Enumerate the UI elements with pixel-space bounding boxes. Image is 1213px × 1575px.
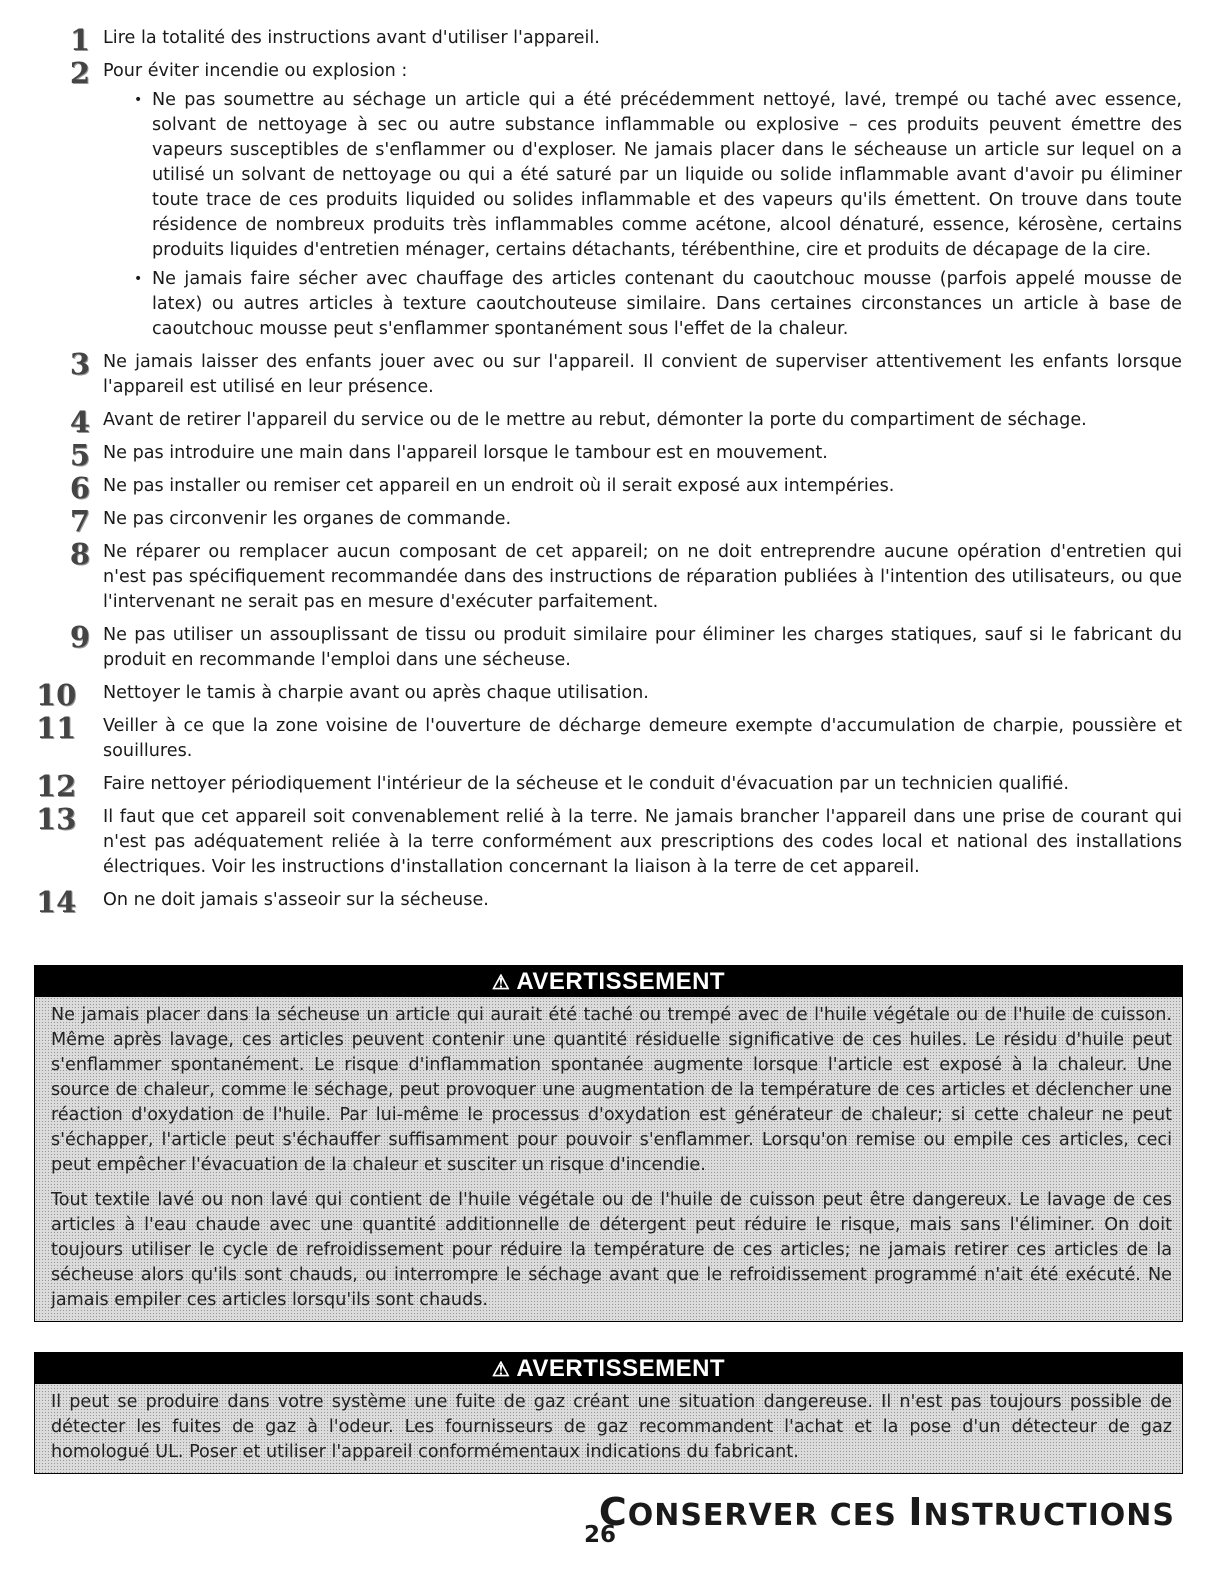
instruction-item: [36, 56, 1182, 342]
instruction-item: [36, 471, 1182, 505]
instruction-item: [36, 678, 1182, 712]
item-number: 6: [69, 471, 90, 505]
footer-title-initial: I: [908, 1490, 924, 1534]
gas-leak-warning-box: [34, 1352, 1183, 1474]
instruction-item: [36, 438, 1182, 472]
warning-body: [35, 997, 1182, 1321]
warning-header: [35, 1353, 1182, 1384]
item-text: Veiller à ce que la zone voisine de l'ouverture de décharge demeure exempte d'accumulation de charpie, poussière et souillures.: [103, 716, 1182, 761]
instruction-item: [36, 885, 1182, 919]
bullet-text: Ne jamais faire sécher avec chauffage des articles contenant du caoutchouc mousse (parfois appelé mousse de latex) ou autres articles à texture caoutchouteuse similaire. Dans certaines circonstances un article à base de caoutchouc mousse peut s'enflammer spontanément sous l'effet de la chaleur.: [152, 269, 1182, 339]
item-number: 1: [69, 23, 90, 57]
item-text: Ne pas installer ou remiser cet appareil en un endroit où il serait exposé aux intempéries.: [103, 476, 895, 496]
warning-triangle-icon: ⚠: [491, 1359, 511, 1381]
instruction-item: [36, 504, 1182, 538]
item-text: Pour éviter incendie ou explosion :: [103, 61, 408, 81]
item-number: 2: [69, 56, 90, 90]
bullet-item: [103, 267, 1182, 342]
bullet-icon: •: [134, 92, 143, 108]
instruction-item: [36, 620, 1182, 673]
warning-title: AVERTISSEMENT: [516, 1355, 726, 1382]
item-text: Ne réparer ou remplacer aucun composant de cet appareil; on ne doit entreprendre aucune opération d'entretien qui n'est pas spécifiquement recommandée dans des instructions de réparation publiées à l'intention des utilisateurs, ou que l'intervenant ne serait pas en mesure d'exécuter parfaitement.: [103, 542, 1182, 612]
item-number: 14: [36, 885, 77, 919]
warning-triangle-icon: ⚠: [491, 972, 511, 994]
warning-title: AVERTISSEMENT: [516, 968, 726, 995]
item-number: 13: [36, 802, 77, 836]
item-number: 4: [69, 405, 90, 439]
footer-title: [599, 1490, 1175, 1534]
item-text: Ne pas utiliser un assouplissant de tissu ou produit similaire pour éliminer les charges statiques, sauf si le fabricant du produit en recommande l'emploi dans une sécheuse.: [103, 625, 1182, 670]
item-text: Nettoyer le tamis à charpie avant ou après chaque utilisation.: [103, 683, 649, 703]
item-text: Lire la totalité des instructions avant d'utiliser l'appareil.: [103, 28, 600, 48]
item-number: 3: [69, 347, 90, 381]
footer-title-initial: C: [598, 1490, 628, 1534]
safety-instructions-list: [36, 23, 1182, 921]
item-number: 12: [36, 769, 77, 803]
item-number: 9: [69, 620, 90, 654]
item-text: Faire nettoyer périodiquement l'intérieur de la sécheuse et le conduit d'évacuation par un technicien qualifié.: [103, 774, 1069, 794]
item-number: 11: [36, 711, 77, 745]
instruction-item: [36, 802, 1182, 880]
instruction-item: [36, 769, 1182, 803]
instruction-item: [36, 711, 1182, 764]
item-number: 5: [69, 438, 90, 472]
item-text: Ne jamais laisser des enfants jouer avec ou sur l'appareil. Il convient de superviser attentivement les enfants lorsque l'appareil est utilisé en leur présence.: [103, 352, 1182, 397]
oil-fire-warning-box: [34, 965, 1183, 1322]
instruction-item: [36, 405, 1182, 439]
item-text: On ne doit jamais s'asseoir sur la sécheuse.: [103, 890, 489, 910]
item-text: Ne pas circonvenir les organes de commande.: [103, 509, 512, 529]
item-number: 7: [69, 504, 90, 538]
item-number: 8: [69, 537, 90, 571]
footer-title-word: NSTRUCTIONS: [923, 1498, 1175, 1533]
footer-title-word: ONSERVER: [627, 1498, 819, 1533]
page-number: 26: [584, 1522, 617, 1548]
warning-paragraph: Il peut se produire dans votre système une fuite de gaz créant une situation dangereuse. Il n'est pas toujours possible de détecter les fuites de gaz à l'odeur. Les fournisseurs de gaz recommandent l'achat et la pose d'un détecteur de gaz homologué UL. Poser et utiliser l'appareil conformémentaux indications du fabricant.: [51, 1392, 1172, 1462]
item-text: Ne pas introduire une main dans l'appareil lorsque le tambour est en mouvement.: [103, 443, 828, 463]
item-text: Avant de retirer l'appareil du service ou de le mettre au rebut, démonter la porte du compartiment de séchage.: [103, 410, 1087, 430]
bullet-text: Ne pas soumettre au séchage un article qui a été précédemment nettoyé, lavé, trempé ou taché avec essence, solvant de nettoyage à sec ou autre substance inflammable ou explosive – ces produits peuvent émettre des vapeurs susceptibles de s'enflammer ou d'exploser. Ne jamais placer dans le sécheause un article sur lequel on a utilisé un solvant de nettoyage ou qui a été saturé par un liquide ou solide inflammable avant d'avoir pu éliminer toute trace de ces produits liquided ou solides inflammable et des vapeurs qu'ils émettent. On trouve dans toute résidence de nombreux produits très inflammables comme acétone, alcool dénaturé, essence, kérosène, certains produits liquides d'entretien ménager, certains détachants, térébenthine, cire et produits de décapage de la cire.: [152, 90, 1182, 260]
instruction-item: [36, 537, 1182, 615]
item-number: 10: [36, 678, 77, 712]
bullet-item: [103, 88, 1182, 263]
bullet-icon: •: [134, 271, 143, 287]
page-footer: [0, 1490, 1213, 1550]
warning-body: [35, 1384, 1182, 1473]
warning-paragraph: Tout textile lavé ou non lavé qui contient de l'huile végétale ou de l'huile de cuisson peut être dangereux. Le lavage de ces articles à l'eau chaude avec une quantité additionnelle de détergent peut réduire le risque, mais sans l'éliminer. On doit toujours utiliser le cycle de refroidissement pour réduire la température de ces articles; ne jamais retirer ces articles de la sécheuse alors qu'ils sont chauds, ou interrompre le séchage avant que le refroidissement programmé n'ait été exécuté. Ne jamais empiler ces articles lorsqu'ils sont chauds.: [51, 1190, 1172, 1310]
warning-paragraph: Ne jamais placer dans la sécheuse un article qui aurait été taché ou trempé avec de l'huile végétale ou de l'huile de cuisson. Même après lavage, ces articles peuvent contenir une quantité résiduelle significative de ces huiles. Le résidu d'huile peut s'enflammer spontanément. Le risque d'inflammation spontanée augmente lorsque l'article est exposé à la chaleur. Une source de chaleur, comme le séchage, peut provoquer une augmentation de la température de ces articles et déclencher une réaction d'oxydation de l'huile. Par lui-même le processus d'oxydation est générateur de chaleur; si cette chaleur ne peut s'échapper, l'article peut s'échauffer suffisamment pour pouvoir s'enflammer. Lorsqu'on remise ou empile ces articles, ceci peut empêcher l'évacuation de la chaleur et susciter un risque d'incendie.: [51, 1005, 1172, 1175]
warning-header: [35, 966, 1182, 997]
item-text: Il faut que cet appareil soit convenablement relié à la terre. Ne jamais brancher l'appareil dans une prise de courant qui n'est pas adéquatement reliée à la terre conformément aux prescriptions des codes local et national des installations électriques. Voir les instructions d'installation concernant la liaison à la terre de cet appareil.: [103, 807, 1182, 877]
instruction-item: [36, 23, 1182, 57]
bullet-list: [103, 88, 1182, 342]
footer-title-word: CES: [829, 1498, 897, 1533]
instruction-item: [36, 347, 1182, 400]
